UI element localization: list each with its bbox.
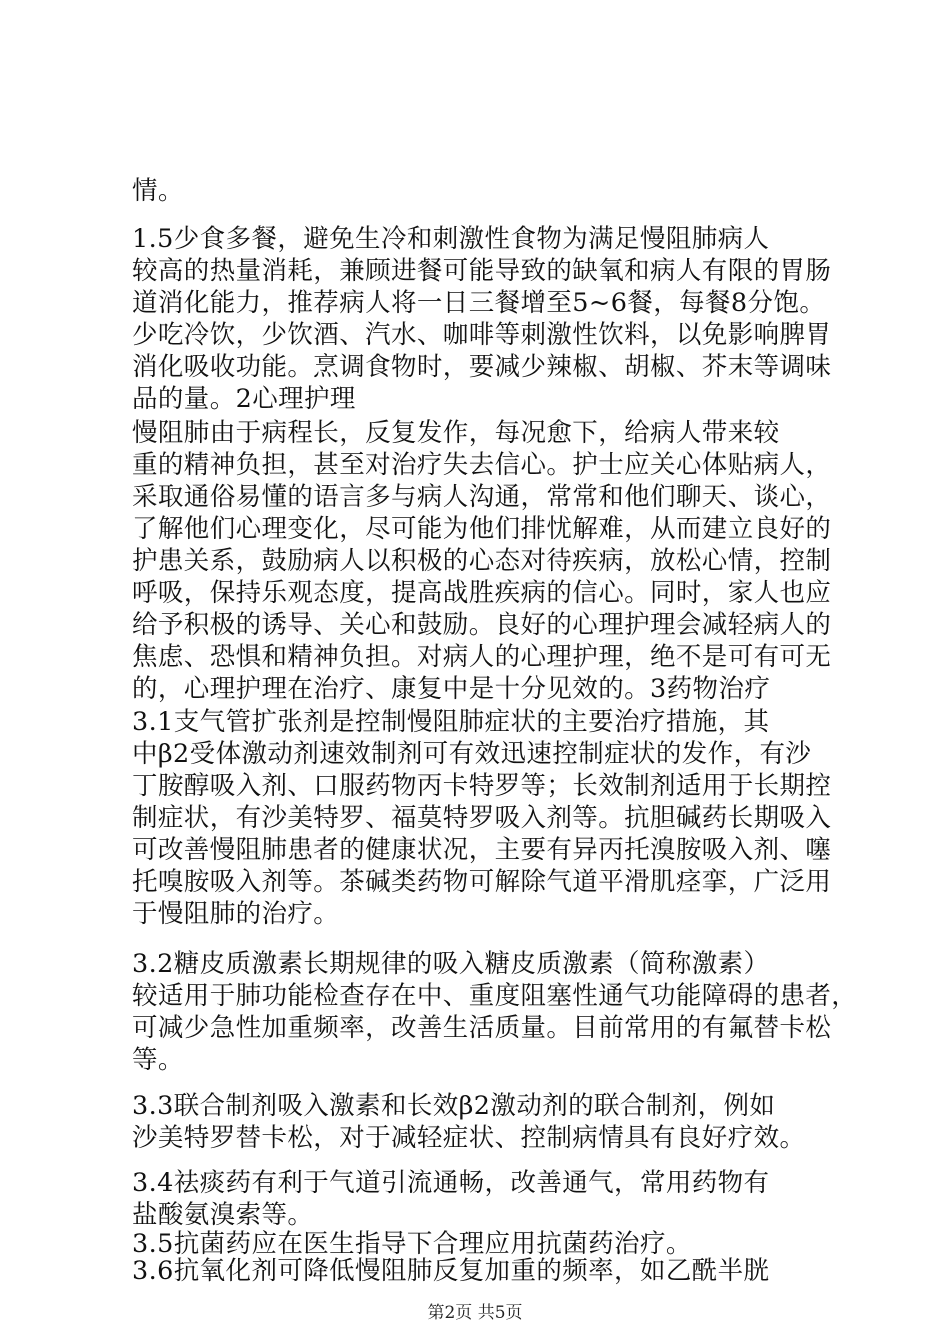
text-line: 可减少急性加重频率，改善生活质量。目前常用的有氟替卡松 [132, 1013, 832, 1043]
text-line: 的，心理护理在治疗、康复中是十分见效的。3药物治疗 [132, 674, 771, 704]
text-line: 于慢阻肺的治疗。 [132, 899, 340, 929]
text-line: 品的量。2心理护理 [132, 384, 356, 414]
text-line: 护患关系，鼓励病人以积极的心态对待疾病，放松心情，控制 [132, 546, 832, 576]
text-line: 3.1支气管扩张剂是控制慢阻肺症状的主要治疗措施，其 [132, 707, 770, 737]
text-line: 慢阻肺由于病程长，反复发作，每况愈下，给病人带来较 [132, 418, 780, 448]
text-line: 3.2糖皮质激素长期规律的吸入糖皮质激素（简称激素） [132, 949, 770, 979]
text-line: 等。 [132, 1045, 184, 1075]
text-line: 了解他们心理变化，尽可能为他们排忧解难，从而建立良好的 [132, 514, 832, 544]
text-line: 较高的热量消耗，兼顾进餐可能导致的缺氧和病人有限的胃肠 [132, 256, 832, 286]
text-line: 可改善慢阻肺患者的健康状况，主要有异丙托溴胺吸入剂、噻 [132, 835, 832, 865]
text-line: 情。 [132, 176, 184, 206]
text-line: 较适用于肺功能检查存在中、重度阻塞性通气功能障碍的患者， [132, 981, 858, 1011]
text-line: 少吃冷饮，少饮酒、汽水、咖啡等刺激性饮料，以免影响脾胃 [132, 320, 832, 350]
text-line: 呼吸，保持乐观态度，提高战胜疾病的信心。同时，家人也应 [132, 578, 832, 608]
text-line: 沙美特罗替卡松，对于减轻症状、控制病情具有良好疗效。 [132, 1123, 806, 1153]
page-footer: 第2页 共5页 [427, 1303, 523, 1323]
text-line: 采取通俗易懂的语言多与病人沟通，常常和他们聊天、谈心， [132, 482, 832, 512]
text-line: 重的精神负担，甚至对治疗失去信心。护士应关心体贴病人， [132, 450, 832, 480]
text-line: 给予积极的诱导、关心和鼓励。良好的心理护理会减轻病人的 [132, 610, 832, 640]
text-line: 焦虑、恐惧和精神负担。对病人的心理护理，绝不是可有可无 [132, 642, 832, 672]
text-line: 道消化能力，推荐病人将一日三餐增至5~6餐，每餐8分饱。 [132, 288, 826, 318]
text-line: 托嗅胺吸入剂等。茶碱类药物可解除气道平滑肌痉挛，广泛用 [132, 867, 832, 897]
text-line: 消化吸收功能。烹调食物时，要减少辣椒、胡椒、芥末等调味 [132, 352, 832, 382]
text-line: 1.5少食多餐，避免生冷和刺激性食物为满足慢阻肺病人 [132, 224, 770, 254]
text-line: 中β2受体激动剂速效制剂可有效迅速控制症状的发作，有沙 [132, 739, 812, 769]
text-line: 3.4祛痰药有利于气道引流通畅，改善通气，常用药物有 [132, 1168, 770, 1198]
text-line: 3.3联合制剂吸入激素和长效β2激动剂的联合制剂，例如 [132, 1091, 776, 1121]
text-line: 盐酸氨溴索等。 [132, 1200, 314, 1230]
text-line: 3.5抗菌药应在医生指导下合理应用抗菌药治疗。 [132, 1229, 692, 1259]
text-line: 制症状，有沙美特罗、福莫特罗吸入剂等。抗胆碱药长期吸入 [132, 803, 832, 833]
text-line: 丁胺醇吸入剂、口服药物丙卡特罗等；长效制剂适用于长期控 [132, 771, 832, 801]
text-line: 3.6抗氧化剂可降低慢阻肺反复加重的频率，如乙酰半胱 [132, 1256, 770, 1286]
